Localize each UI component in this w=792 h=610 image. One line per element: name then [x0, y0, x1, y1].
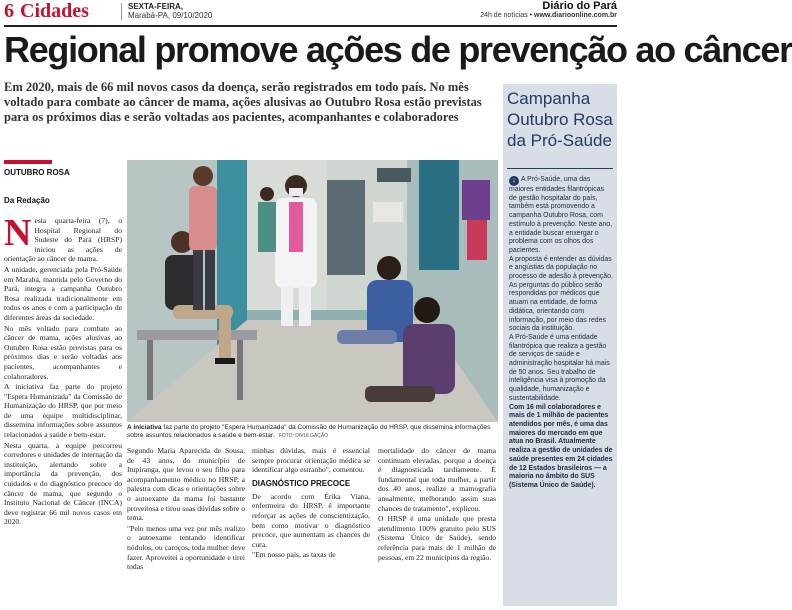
sidebar-paragraph: A Pró-Saúde é uma entidade filantrópica que realiza a gestão de serviços de saúde e administração hospitalar há mais de 50 anos. Seu trabalho de inteligência visa à promoção da qualidade, humanização e sustentabilidade.: [509, 333, 610, 402]
website-url: www.diarioonline.com.br: [534, 12, 617, 19]
paragraph: minhas dúvidas, mais é essencial sempre procurar orientação médica se identificar algo estranho", comentou.: [252, 446, 370, 475]
sidebar-rule: [507, 168, 613, 169]
sidebar-body: [509, 176, 613, 491]
deck: Em 2020, mais de 66 mil novos casos da doença, serão registrados em todo país. No mês voltado para combate ao câncer de mama, ações alusivas ao Outubro Rosa estão previstas para os próximos dias e serão voltadas aos pacientes, acompanhantes e colaboradores: [4, 80, 482, 124]
paragraph: "Em nosso país, as taxas de: [252, 550, 336, 560]
caption-lead: A iniciativa: [127, 424, 162, 431]
arrow-down-circle-icon: ↓: [509, 176, 519, 186]
sidebar-paragraph: A proposta é entender as dúvidas e angústias da população no processo de adesão à prevenção. As perguntas do público serão respondidas por médicos que atuam na entidade, de forma didática, orientando com informação, por meio das redes sociais da instituição.: [509, 255, 613, 333]
photo-credit: FOTO: DIVULGAÇÃO: [278, 433, 329, 439]
newspaper-name: Diário do Pará: [542, 0, 617, 12]
page-number: 6: [4, 0, 14, 22]
sidebar-paragraph: Com 16 mil colaboradores e mais de 1 milhão de pacientes atendidos por mês, é uma das maiores do mercado em que atua no Brasil. Atualmente realiza a gestão de unidades de saúde presentes em 24 cidades de 12 Estados brasileiros — a maioria no âmbito do SUS (Sistema Único de Saúde).: [509, 403, 613, 489]
paragraph: Nesta quarta, a equipe percorreu corredores e unidades de internação da instituição, alertando sobre a importância da prevenção, dos cuidados e do diagnóstico precoce do câncer de mama, que segundo o Instituto Nacional de Câncer (INCA) deve registrar 66 mil novos casos em 2020.: [4, 440, 122, 527]
body-column-1: [4, 212, 122, 528]
hospital-corridor-photo: [127, 160, 498, 422]
byline: Da Redação: [4, 196, 50, 205]
paragraph: Segundo Maria Aparecida de Sousa, de 43 anos, do município de Itupiranga, que levou o seu filho para acompanhamento médico no HRSP, a palestra com dicas e orientações sobre o autoexame da mama foi bastante proveitosa e tirou suas dúvidas sobre o tema.: [127, 446, 245, 523]
sidebar-paragraph: [509, 176, 613, 256]
paragraph-text: esta quarta-feira (7), o Hospital Regional do Sudeste do Pará (HRSP) iniciou as ações de orientação ao câncer de mama.: [4, 216, 122, 264]
kicker-bar: [4, 160, 52, 164]
page-header: [0, 0, 621, 24]
website-prefix: 24h de notícias •: [480, 12, 535, 19]
paragraph: O HRSP é uma unidade que presta atendimento 100% gratuito pelo SUS (Sistema Único de Saúde), sendo referência para mais de 1 milhão de pessoas, em 22 municípios da região.: [378, 514, 496, 562]
paragraph: A unidade, gerenciada pela Pró-Saúde em Marabá, mantida pelo Governo do Pará, integra a campanha Outubro Rosa realizada tradicionalmente em todos os anos e com a participação de diferentes áreas da sociedade.: [4, 264, 122, 322]
paragraph: De acordo com Érika Viana, enfermeira do HRSP, é importante reforçar as ações de conscientização, bem como motivar o diagnóstico precoce, que aumentam as chances de cura.: [252, 491, 370, 549]
paragraph: mortalidade do câncer de mama continuam elevadas, porque a doença é diagnosticada tardiamente. É fundamental que toda mulher, a partir dos 40 anos, realize a mamografia anualmente, melhorando assim suas chances de tratamento", explicou.: [378, 446, 496, 513]
section-title: Cidades: [20, 0, 89, 22]
website-line: [480, 12, 617, 19]
kicker: OUTUBRO ROSA: [4, 168, 70, 177]
sidebar-title: Campanha Outubro Rosa da Pró-Saúde: [507, 89, 613, 150]
paragraph: "Pelo menos uma vez por mês realizo o autoexame tentando identificar nódulos, ou caroços, toda mulher deve fazer. Aproveitei a oportunidade e tirei todas: [127, 523, 245, 572]
body-column-4: [378, 446, 496, 563]
paragraph: A iniciativa faz parte do projeto "Espera Humanizada" da Comissão de Humanização do HRSP, que por meio de uma equipe multidisciplinar, dissemina informações sobre assuntos relacionados a saúde e bem-estar.: [4, 382, 122, 440]
paragraph: No mês voltado para combate ao câncer de mama, ações alusivas ao Outubro Rosa estão previstas para os próximos dias e serão voltadas aos pacientes, acompanhantes e colaboradores.: [4, 323, 122, 381]
body-column-3: [252, 446, 370, 561]
caption-text: faz parte do projeto "Espera Humanizada" da Comissão de Humanização do HRSP, que dissemina informações sobre assuntos relacionados a saúde e bem-estar.: [127, 424, 491, 439]
place-date: Marabá-PA, 09/10/2020: [128, 11, 213, 20]
weekday: SEXTA-FEIRA,: [128, 2, 183, 11]
body-column-2: [127, 446, 245, 573]
paragraph: [4, 212, 122, 264]
sidebar-box: [503, 84, 617, 606]
dropcap: N: [4, 212, 32, 254]
headline: Regional promove ações de prevenção ao câncer: [4, 29, 792, 70]
subheading: DIAGNÓSTICO PRECOCE: [252, 478, 351, 488]
header-rule: [4, 25, 617, 27]
sidebar-paragraph-text: A Pró-Saúde, uma das maiores entidades filantrópicas de gestão hospitalar do país, também está promovendo a campanha Outubro Rosa, com estímulo à prevenção. Neste ano, a entidade buscar enxergar o problema com os olhos dos pacientes.: [509, 176, 613, 254]
photo-caption: [127, 424, 498, 440]
header-divider: [121, 3, 122, 20]
article-photo: [127, 160, 498, 422]
